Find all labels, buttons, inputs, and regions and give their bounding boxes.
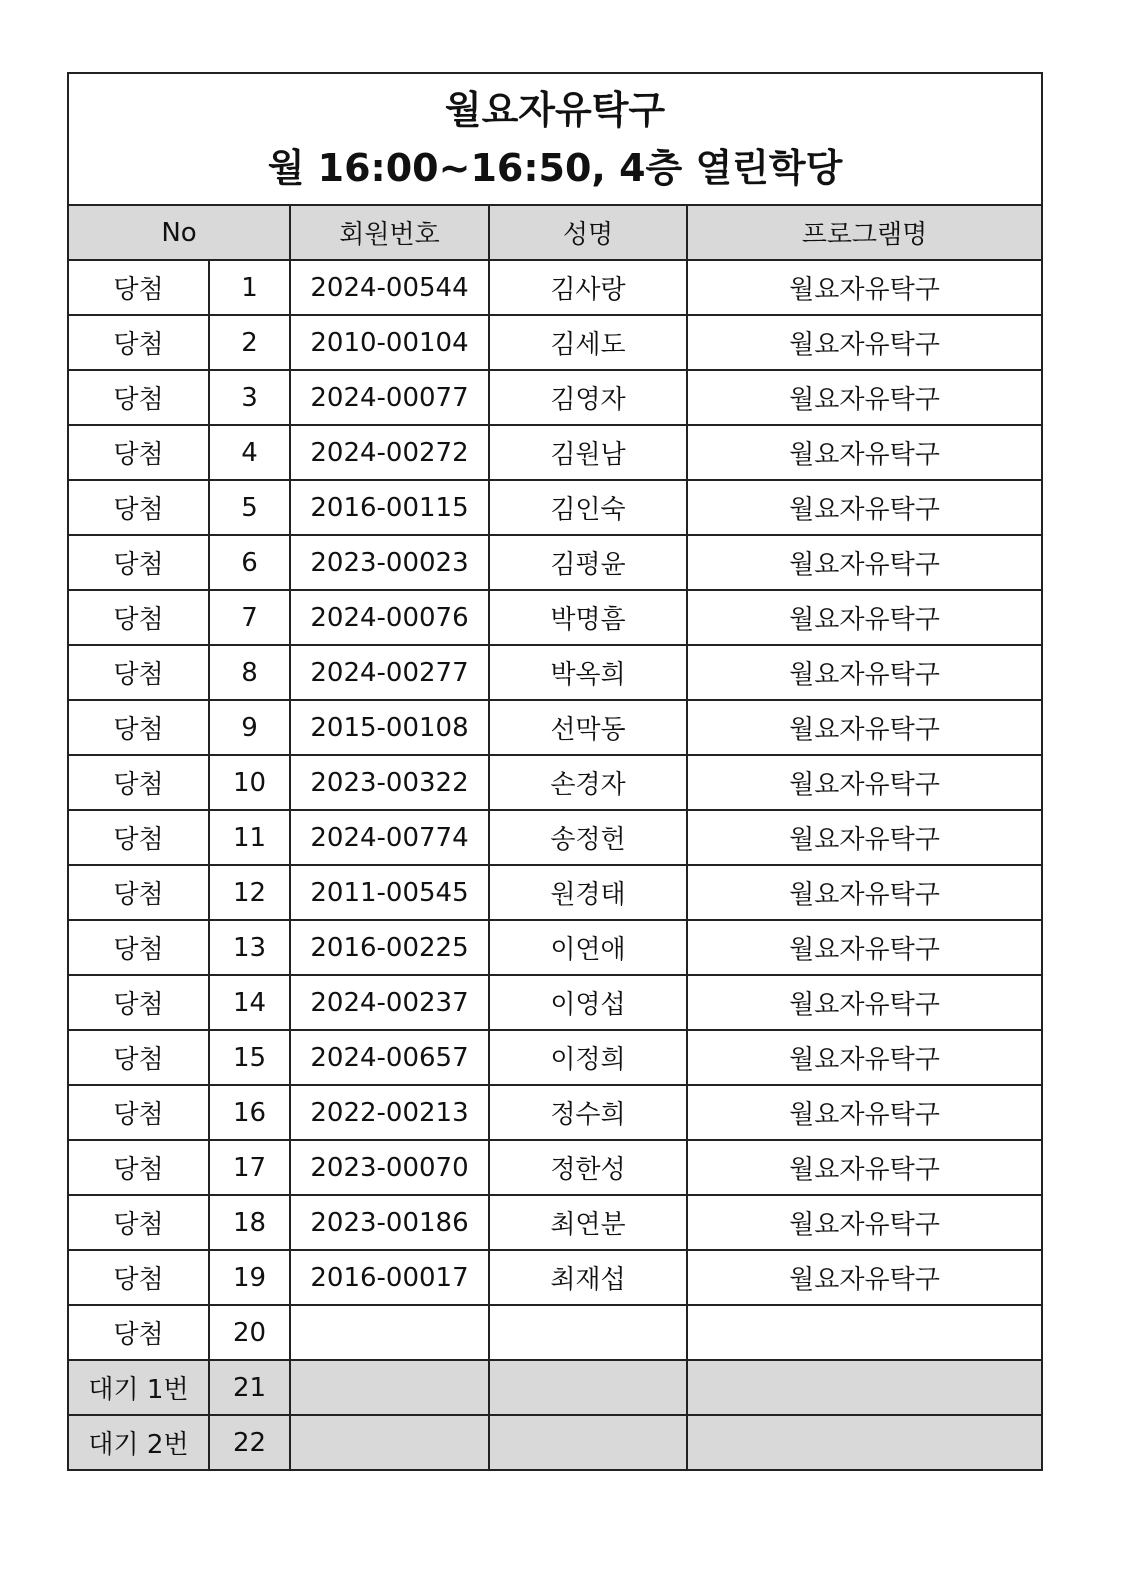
row-member-id: 2022-00213 bbox=[290, 1085, 489, 1140]
row-program: 월요자유탁구 bbox=[687, 975, 1042, 1030]
row-program: 월요자유탁구 bbox=[687, 755, 1042, 810]
row-status: 당첨 bbox=[68, 370, 209, 425]
row-number: 1 bbox=[209, 260, 290, 315]
row-member-id bbox=[290, 1360, 489, 1415]
table-row bbox=[68, 535, 1042, 590]
program-title: 월요자유탁구 bbox=[444, 88, 666, 132]
row-member-id: 2016-00115 bbox=[290, 480, 489, 535]
row-name: 이영섭 bbox=[489, 975, 687, 1030]
row-name: 송정헌 bbox=[489, 810, 687, 865]
row-member-id: 2024-00657 bbox=[290, 1030, 489, 1085]
table-row bbox=[68, 1085, 1042, 1140]
row-number: 16 bbox=[209, 1085, 290, 1140]
row-member-id: 2023-00322 bbox=[290, 755, 489, 810]
table-row bbox=[68, 370, 1042, 425]
row-member-id: 2015-00108 bbox=[290, 700, 489, 755]
row-program: 월요자유탁구 bbox=[687, 315, 1042, 370]
row-program: 월요자유탁구 bbox=[687, 645, 1042, 700]
row-name: 이연애 bbox=[489, 920, 687, 975]
table-row bbox=[68, 810, 1042, 865]
row-status: 대기 1번 bbox=[68, 1360, 209, 1415]
table-row bbox=[68, 1250, 1042, 1305]
row-name: 손경자 bbox=[489, 755, 687, 810]
row-status: 당첨 bbox=[68, 1085, 209, 1140]
row-name: 김원남 bbox=[489, 425, 687, 480]
row-number: 5 bbox=[209, 480, 290, 535]
row-number: 10 bbox=[209, 755, 290, 810]
row-status: 당첨 bbox=[68, 590, 209, 645]
row-member-id: 2016-00017 bbox=[290, 1250, 489, 1305]
roster-table bbox=[67, 72, 1043, 1471]
row-status: 당첨 bbox=[68, 755, 209, 810]
table-row bbox=[68, 1360, 1042, 1415]
row-status: 당첨 bbox=[68, 920, 209, 975]
row-number: 19 bbox=[209, 1250, 290, 1305]
row-status: 당첨 bbox=[68, 865, 209, 920]
row-name: 원경태 bbox=[489, 865, 687, 920]
row-member-id bbox=[290, 1415, 489, 1470]
row-status: 당첨 bbox=[68, 810, 209, 865]
row-member-id: 2023-00186 bbox=[290, 1195, 489, 1250]
row-name bbox=[489, 1305, 687, 1360]
row-program: 월요자유탁구 bbox=[687, 1140, 1042, 1195]
row-member-id: 2023-00023 bbox=[290, 535, 489, 590]
row-name: 이정희 bbox=[489, 1030, 687, 1085]
row-member-id: 2010-00104 bbox=[290, 315, 489, 370]
row-number: 4 bbox=[209, 425, 290, 480]
header-program: 프로그램명 bbox=[687, 205, 1042, 260]
row-number: 12 bbox=[209, 865, 290, 920]
title-cell bbox=[68, 73, 1042, 205]
row-program: 월요자유탁구 bbox=[687, 1250, 1042, 1305]
row-status: 당첨 bbox=[68, 1140, 209, 1195]
table-row bbox=[68, 700, 1042, 755]
row-number: 18 bbox=[209, 1195, 290, 1250]
table-row bbox=[68, 975, 1042, 1030]
row-name: 정수희 bbox=[489, 1085, 687, 1140]
roster-body bbox=[68, 260, 1042, 1470]
row-number: 9 bbox=[209, 700, 290, 755]
row-name: 김세도 bbox=[489, 315, 687, 370]
table-row bbox=[68, 755, 1042, 810]
row-name: 박명흠 bbox=[489, 590, 687, 645]
row-member-id: 2024-00277 bbox=[290, 645, 489, 700]
row-status: 당첨 bbox=[68, 1250, 209, 1305]
row-member-id: 2024-00544 bbox=[290, 260, 489, 315]
row-status: 당첨 bbox=[68, 1030, 209, 1085]
table-row bbox=[68, 1195, 1042, 1250]
table-row bbox=[68, 920, 1042, 975]
row-status: 당첨 bbox=[68, 645, 209, 700]
row-number: 21 bbox=[209, 1360, 290, 1415]
row-program: 월요자유탁구 bbox=[687, 1085, 1042, 1140]
row-status: 당첨 bbox=[68, 315, 209, 370]
row-status: 당첨 bbox=[68, 535, 209, 590]
row-member-id: 2011-00545 bbox=[290, 865, 489, 920]
row-name: 김인숙 bbox=[489, 480, 687, 535]
row-number: 7 bbox=[209, 590, 290, 645]
table-row bbox=[68, 590, 1042, 645]
row-number: 17 bbox=[209, 1140, 290, 1195]
header-row bbox=[68, 205, 1042, 260]
row-program: 월요자유탁구 bbox=[687, 700, 1042, 755]
table-row bbox=[68, 480, 1042, 535]
row-number: 3 bbox=[209, 370, 290, 425]
row-member-id: 2023-00070 bbox=[290, 1140, 489, 1195]
row-program: 월요자유탁구 bbox=[687, 260, 1042, 315]
row-status: 당첨 bbox=[68, 700, 209, 755]
row-number: 8 bbox=[209, 645, 290, 700]
row-status: 당첨 bbox=[68, 975, 209, 1030]
row-status: 당첨 bbox=[68, 1195, 209, 1250]
row-program: 월요자유탁구 bbox=[687, 590, 1042, 645]
row-name: 정한성 bbox=[489, 1140, 687, 1195]
header-name: 성명 bbox=[489, 205, 687, 260]
row-number: 11 bbox=[209, 810, 290, 865]
row-number: 20 bbox=[209, 1305, 290, 1360]
row-name: 선막동 bbox=[489, 700, 687, 755]
table-row bbox=[68, 260, 1042, 315]
row-status: 당첨 bbox=[68, 260, 209, 315]
row-program: 월요자유탁구 bbox=[687, 920, 1042, 975]
row-program: 월요자유탁구 bbox=[687, 370, 1042, 425]
table-row bbox=[68, 645, 1042, 700]
row-program: 월요자유탁구 bbox=[687, 810, 1042, 865]
row-program: 월요자유탁구 bbox=[687, 1195, 1042, 1250]
table-row bbox=[68, 1305, 1042, 1360]
row-name: 최재섭 bbox=[489, 1250, 687, 1305]
row-status: 당첨 bbox=[68, 425, 209, 480]
row-program: 월요자유탁구 bbox=[687, 535, 1042, 590]
row-number: 14 bbox=[209, 975, 290, 1030]
table-row bbox=[68, 1140, 1042, 1195]
row-program: 월요자유탁구 bbox=[687, 865, 1042, 920]
row-member-id: 2024-00272 bbox=[290, 425, 489, 480]
row-status: 당첨 bbox=[68, 1305, 209, 1360]
roster-sheet bbox=[67, 72, 1041, 1471]
row-member-id: 2024-00076 bbox=[290, 590, 489, 645]
row-name: 김평윤 bbox=[489, 535, 687, 590]
title-row bbox=[68, 73, 1042, 205]
row-status: 당첨 bbox=[68, 480, 209, 535]
schedule-title: 월 16:00~16:50, 4층 열린학당 bbox=[267, 146, 843, 190]
row-number: 13 bbox=[209, 920, 290, 975]
row-member-id: 2016-00225 bbox=[290, 920, 489, 975]
header-no: No bbox=[68, 205, 290, 260]
table-row bbox=[68, 1030, 1042, 1085]
row-program: 월요자유탁구 bbox=[687, 425, 1042, 480]
row-program bbox=[687, 1415, 1042, 1470]
row-name: 김영자 bbox=[489, 370, 687, 425]
row-member-id: 2024-00077 bbox=[290, 370, 489, 425]
row-status: 대기 2번 bbox=[68, 1415, 209, 1470]
table-row bbox=[68, 425, 1042, 480]
row-number: 22 bbox=[209, 1415, 290, 1470]
row-name: 박옥희 bbox=[489, 645, 687, 700]
row-program bbox=[687, 1360, 1042, 1415]
table-row bbox=[68, 1415, 1042, 1470]
row-program bbox=[687, 1305, 1042, 1360]
row-program: 월요자유탁구 bbox=[687, 1030, 1042, 1085]
row-number: 15 bbox=[209, 1030, 290, 1085]
header-member-id: 회원번호 bbox=[290, 205, 489, 260]
row-number: 2 bbox=[209, 315, 290, 370]
row-member-id: 2024-00774 bbox=[290, 810, 489, 865]
row-name: 최연분 bbox=[489, 1195, 687, 1250]
row-name: 김사랑 bbox=[489, 260, 687, 315]
row-program: 월요자유탁구 bbox=[687, 480, 1042, 535]
table-row bbox=[68, 315, 1042, 370]
row-number: 6 bbox=[209, 535, 290, 590]
row-member-id: 2024-00237 bbox=[290, 975, 489, 1030]
table-row bbox=[68, 865, 1042, 920]
row-name bbox=[489, 1415, 687, 1470]
row-name bbox=[489, 1360, 687, 1415]
row-member-id bbox=[290, 1305, 489, 1360]
